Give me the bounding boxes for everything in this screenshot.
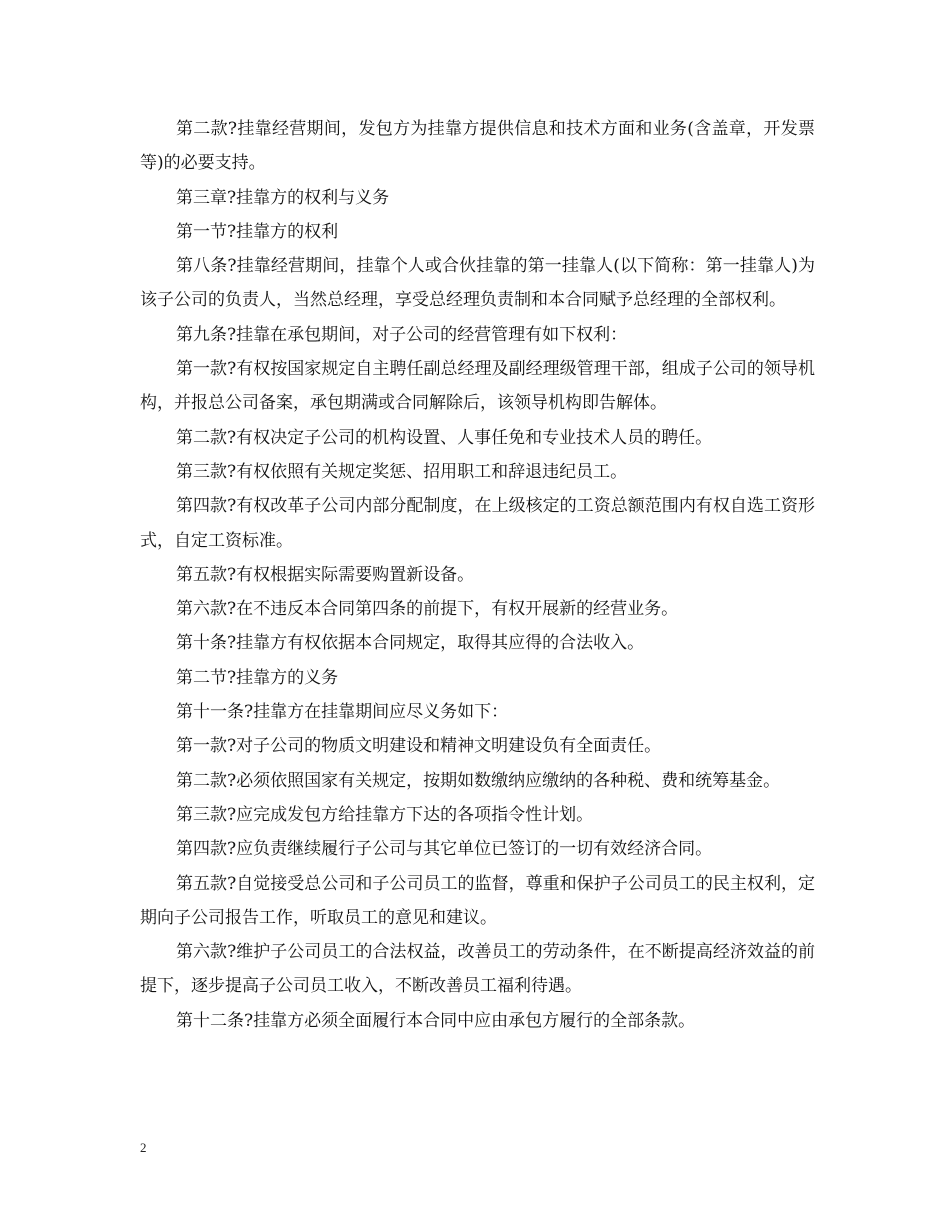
paragraph: 第一款?有权按国家规定自主聘任副总经理及副经理级管理干部，组成子公司的领导机构，并报总公司备案，承包期满或合同解除后，该领导机构即告解体。 bbox=[140, 359, 815, 414]
paragraph: 第二款?必须依照国家有关规定，按期如数缴纳应缴纳的各种税、费和统筹基金。 bbox=[176, 770, 781, 791]
paragraph: 第二款?挂靠经营期间，发包方为挂靠方提供信息和技术方面和业务(含盖章，开发票等)的必要支持。 bbox=[140, 119, 815, 174]
paragraph: 第六款?维护子公司员工的合法权益，改善员工的劳动条件，在不断提高经济效益的前提下，逐步提高子公司员工收入，不断改善员工福利待遇。 bbox=[140, 942, 815, 997]
paragraph: 第八条?挂靠经营期间，挂靠个人或合伙挂靠的第一挂靠人(以下简称：第一挂靠人)为该子公司的负责人，当然总经理，享受总经理负责制和本合同赋予总经理的全部权利。 bbox=[140, 256, 815, 311]
paragraph: 第十一条?挂靠方在挂靠期间应尽义务如下： bbox=[176, 702, 509, 723]
paragraph: 第十二条?挂靠方必须全面履行本合同中应由承包方履行的全部条款。 bbox=[176, 1010, 696, 1031]
section-heading: 第二节?挂靠方的义务 bbox=[176, 667, 339, 688]
paragraph: 第五款?自觉接受总公司和子公司员工的监督，尊重和保护子公司员工的民主权利，定期向子公司报告工作，听取员工的意见和建议。 bbox=[140, 873, 815, 928]
paragraph: 第九条?挂靠在承包期间，对子公司的经营管理有如下权利： bbox=[176, 324, 628, 345]
paragraph: 第四款?应负责继续履行子公司与其它单位已签订的一切有效经济合同。 bbox=[176, 839, 713, 860]
paragraph: 第五款?有权根据实际需要购置新设备。 bbox=[176, 564, 475, 585]
paragraph: 第十条?挂靠方有权依据本合同规定，取得其应得的合法收入。 bbox=[176, 633, 645, 654]
paragraph: 第三款?有权依照有关规定奖惩、招用职工和辞退违纪员工。 bbox=[176, 461, 628, 482]
paragraph: 第六款?在不违反本合同第四条的前提下，有权开展新的经营业务。 bbox=[176, 599, 679, 620]
paragraph: 第三款?应完成发包方给挂靠方下达的各项指令性计划。 bbox=[176, 804, 594, 825]
paragraph: 第二款?有权决定子公司的机构设置、人事任免和专业技术人员的聘任。 bbox=[176, 427, 713, 448]
section-heading: 第一节?挂靠方的权利 bbox=[176, 221, 339, 242]
page-number: 2 bbox=[140, 1140, 147, 1155]
document-body bbox=[140, 112, 815, 1038]
paragraph: 第一款?对子公司的物质文明建设和精神文明建设负有全面责任。 bbox=[176, 736, 662, 757]
chapter-heading: 第三章?挂靠方的权利与义务 bbox=[176, 187, 390, 208]
paragraph: 第四款?有权改革子公司内部分配制度，在上级核定的工资总额范围内有权自选工资形式，自定工资标准。 bbox=[140, 496, 815, 551]
